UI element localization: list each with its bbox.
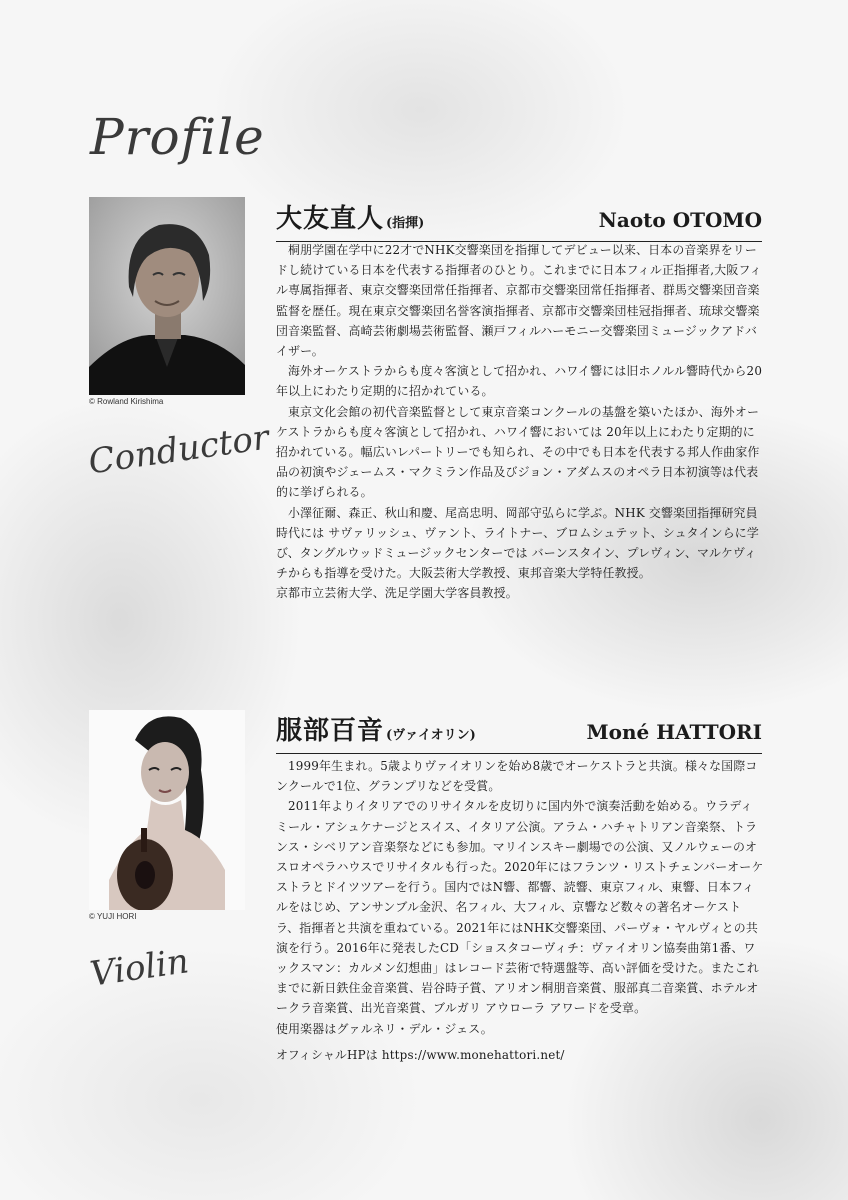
conductor-role-jp: (指揮) (386, 216, 425, 231)
conductor-name-jp-group (276, 198, 424, 235)
conductor-photo (89, 197, 245, 395)
violinist-bio-paragraph: 1999年生まれ。5歳よりヴァイオリンを始め8歳でオーケストラと共演。様々な国際コンクールで1位、グランプリなどを受賞。 (276, 759, 758, 794)
violinist-role-jp: (ヴァイオリン) (386, 728, 476, 743)
violinist-role-script: Violin (87, 941, 192, 995)
conductor-bio-paragraph: 小澤征爾、森正、秋山和慶、尾高忠明、岡部守弘らに学ぶ。NHK 交響楽団指揮研究員時代には サヴァリッシュ、ヴァント、ライトナー、ブロムシュテット、シュタインらに学び、タングルウッドミュージックセンターでは バーンスタイン、プレヴィン、マルケヴィチからも指導を受けた。大阪芸術大学教授、東邦音楽大学特任教授。 (276, 505, 759, 581)
violinist-bio-paragraph: 使用楽器はグァルネリ・デル・ジェス。 (276, 1021, 493, 1036)
conductor-name-jp: 大友直人 (276, 204, 385, 234)
violinist-bio (276, 756, 764, 1065)
conductor-bio-paragraph: 桐朋学園在学中に22才でNHK交響楽団を指揮してデビュー以来、日本の音楽界をリードし続けている日本を代表する指揮者のひとり。これまでに日本フィル正指揮者,大阪フィル専属指揮者、東京交響楽団常任指揮者、京都市交響楽団常任指揮者、群馬交響楽団音楽監督を歴任。現在東京交響楽団名誉客演指揮者、京都市交響楽団桂冠指揮者、琉球交響楽団音楽監督、高崎芸術劇場芸術監督、瀬戸フィルハーモニー交響楽団ミュージックアドバイザー。 (276, 243, 762, 359)
violinist-name-header (276, 710, 762, 754)
violinist-photo-credit: © YUJI HORI (89, 912, 137, 921)
violinist-name-en: Moné HATTORI (586, 720, 762, 744)
violinist-portrait-image (89, 710, 245, 910)
conductor-bio-paragraph: 東京文化会館の初代音楽監督として東京音楽コンクールの基盤を築いたほか、海外オーケストラからも度々客演として招かれ、ハワイ響においては 20年以上にわたり定期的に招かれている。幅広いレパートリーでも知られ、その中でも日本を代表する邦人作曲家作品の初演やジェームス・マクミラン作品及びジョン・アダムスのオペラ日本初演等は代表的に挙げられる。 (276, 404, 760, 500)
violinist-photo (89, 710, 245, 910)
violinist-name-jp: 服部百音 (276, 716, 385, 746)
conductor-photo-credit: © Rowland Kirishima (89, 397, 164, 406)
conductor-bio-paragraph: 京都市立芸術大学、洗足学園大学客員教授。 (276, 586, 518, 601)
conductor-name-header (276, 198, 762, 242)
violinist-bio-paragraph: 2011年よりイタリアでのリサイタルを皮切りに国内外で演奏活動を始める。ウラディミール・アシュケナージとスイス、イタリア公演。アラム・ハチャトリアン音楽祭、トランス・シベリアン音楽祭などにも参加。マリインスキー劇場での公演、又ノルウェーのオスロオペラハウスでリサイタルも行った。2020年にはフランツ・リストチェンバーオーケストラとドイツツアーを行う。国内ではN響、都響、読響、東京フィル、東響、日本フィルをはじめ、アンサンブル金沢、名フィル、大フィル、京響など数々の著名オーケストラ、指揮者と共演を重ねている。2021年にはNHK交響楽団、パーヴォ・ヤルヴィとの共演を行う。2016年に発表したCD「ショスタコーヴィチ：ヴァイオリン協奏曲第1番、ワックスマン：カルメン幻想曲」はレコード芸術で特選盤等、高い評価を受けた。またこれまでに新日鉄住金音楽賞、岩谷時子賞、アリオン桐朋音楽賞、服部真二音楽賞、ホテルオークラ音楽賞、出光音楽賞、ブルガリ アウローラ アワードを受章。 (276, 799, 764, 1016)
conductor-role-script: Conductor (86, 417, 272, 483)
violinist-name-jp-group (276, 710, 476, 747)
conductor-bio-paragraph: 海外オーケストラからも度々客演として招かれ、ハワイ響には旧ホノルル響時代から20年以上にわたり定期的に招かれている。 (276, 364, 763, 399)
conductor-portrait-image (89, 197, 245, 395)
violinist-website[interactable]: オフィシャルHPは https://www.monehattori.net/ (276, 1047, 565, 1062)
page-title: Profile (90, 108, 265, 166)
conductor-name-en: Naoto OTOMO (598, 208, 762, 232)
conductor-bio (276, 240, 764, 604)
